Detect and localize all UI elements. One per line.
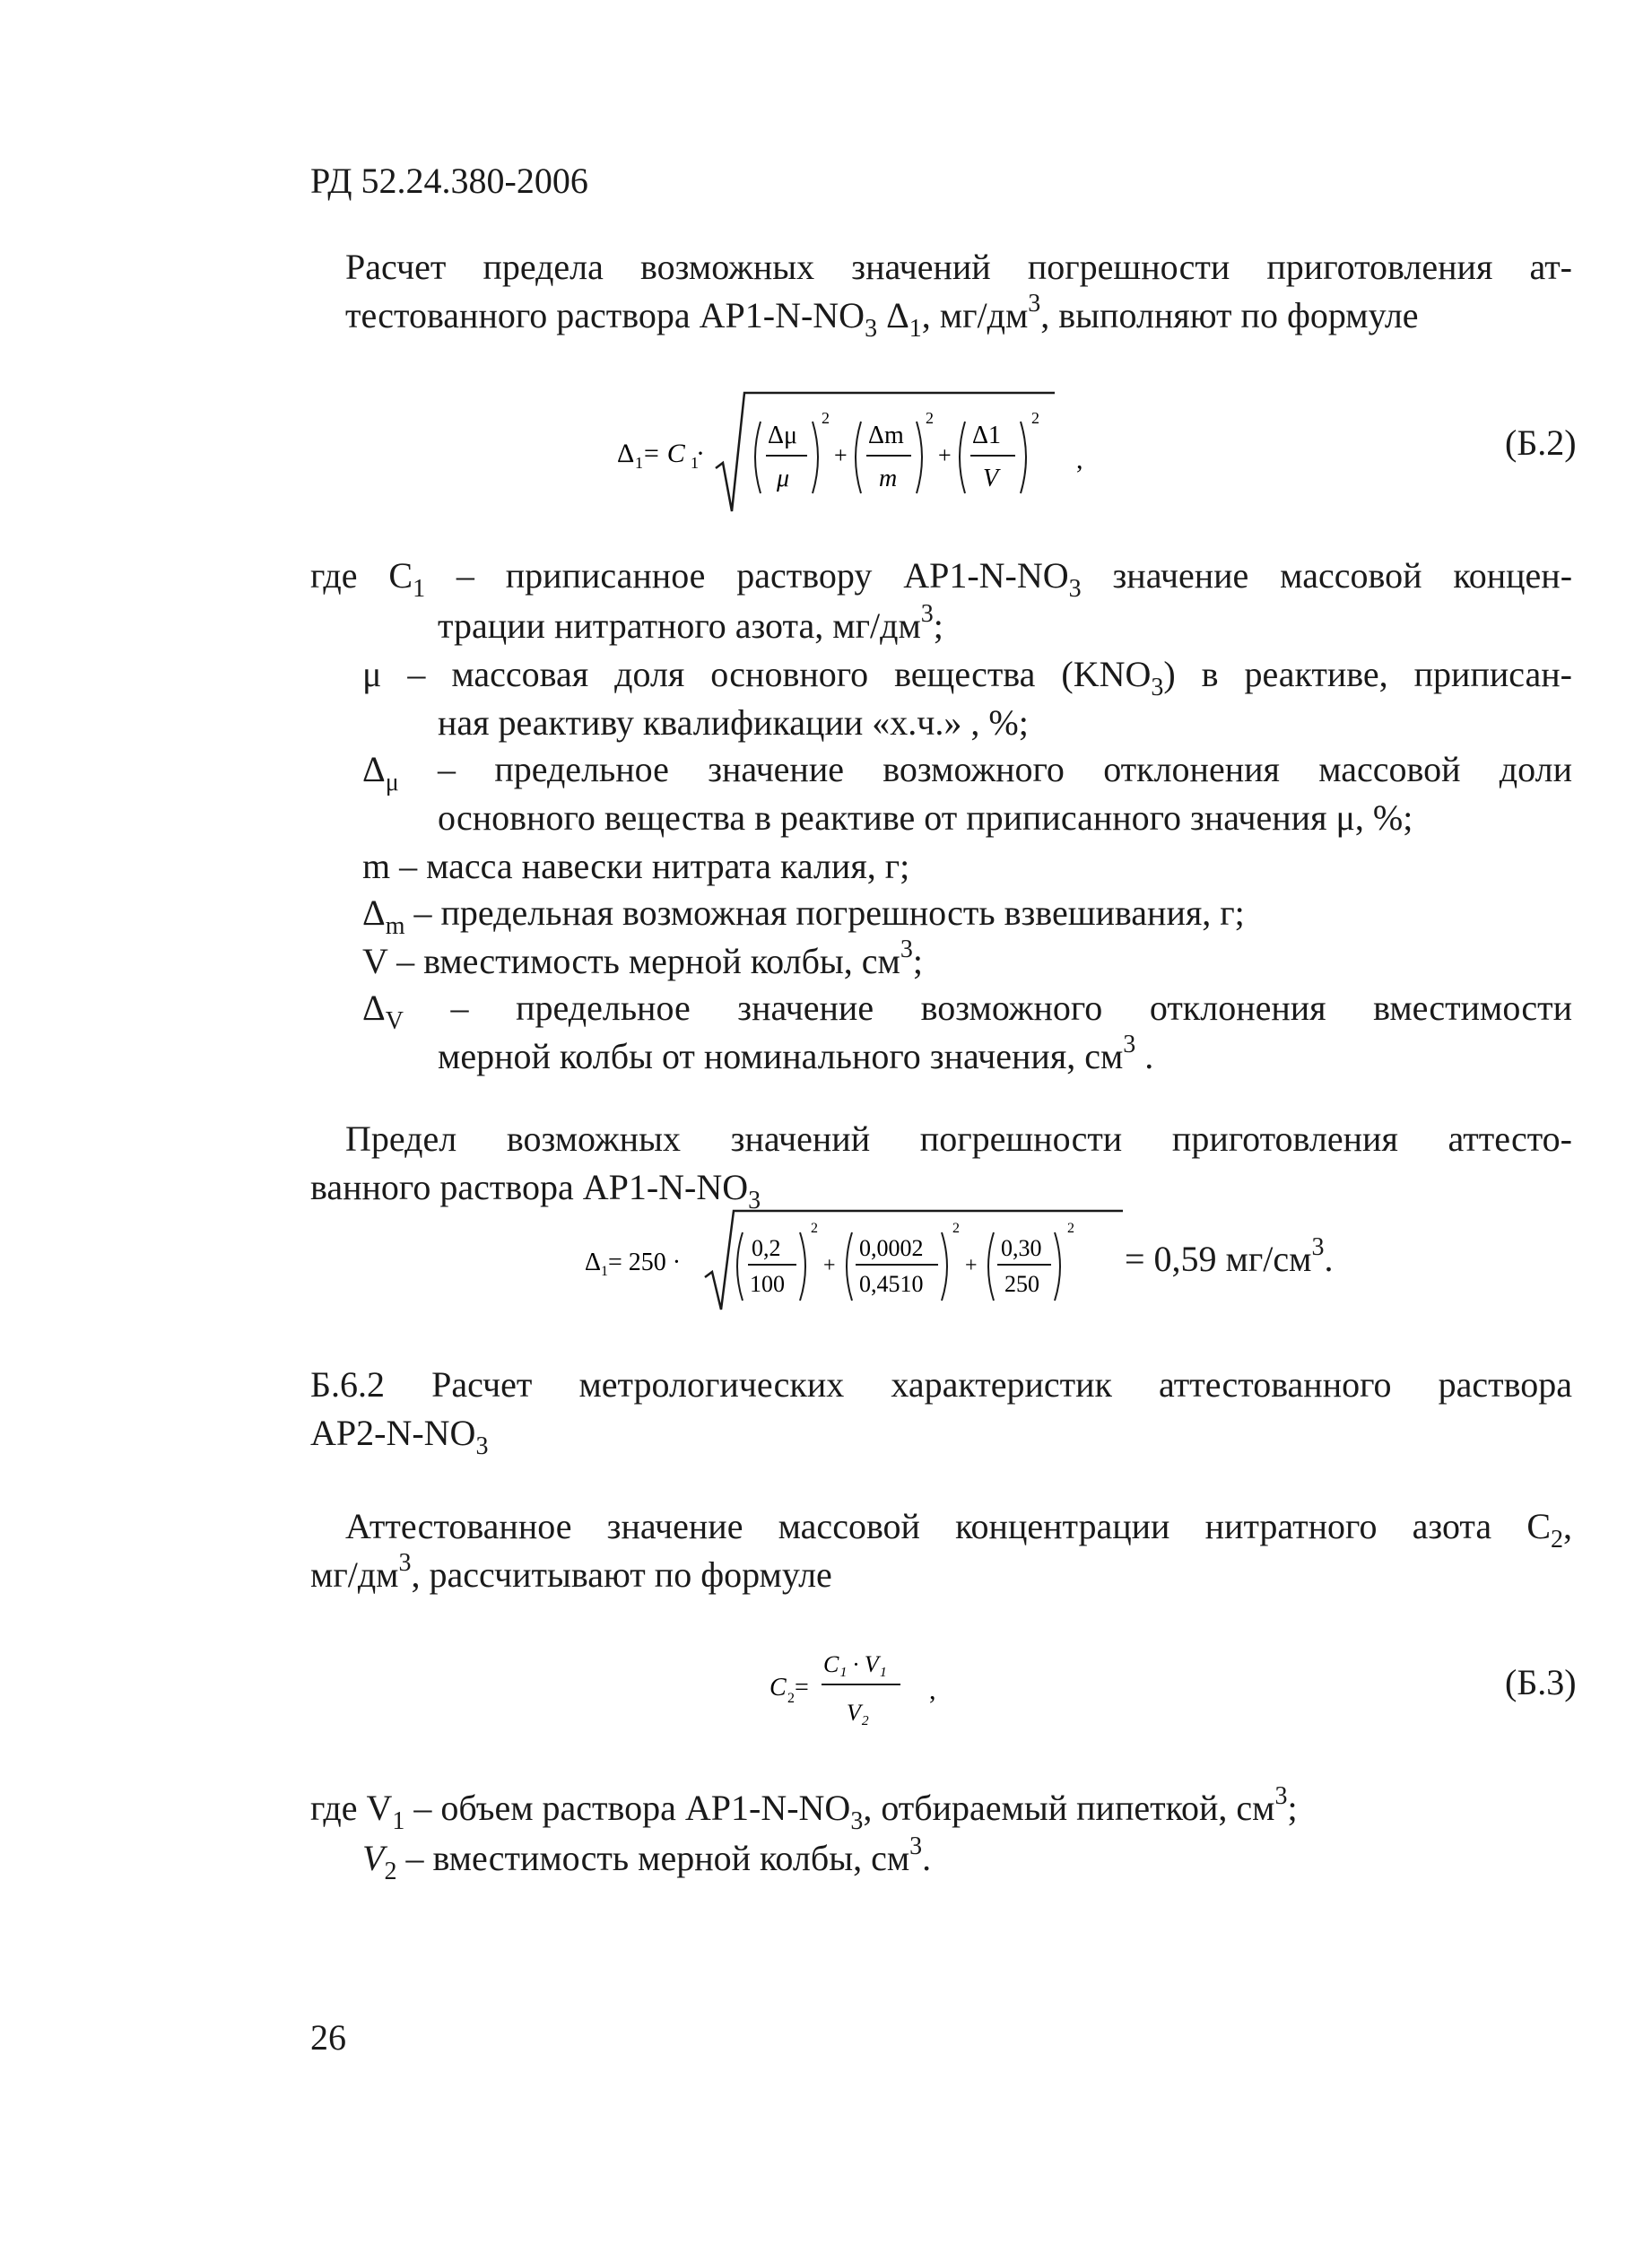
formula-calc-graphic xyxy=(585,1205,1141,1313)
paragraph-1-line-1: Расчет предела возможных значений погрешности приготовления ат- xyxy=(345,247,1572,287)
svg-text:V: V xyxy=(983,465,999,492)
paragraph-1-line-2: тестованного раствора $АР1-N-NO_3$ $\Delta_1$, $мг/дм^3$, выполняют по формуле xyxy=(345,290,1419,343)
svg-text:Δμ: Δμ xyxy=(768,422,798,449)
def-v1: где $V_1$ – объем раствора $АР1-N-NO_3$, отбираемый пипеткой, $см^3$; xyxy=(310,1782,1298,1835)
svg-text:1: 1 xyxy=(691,454,699,472)
svg-text:=: = xyxy=(795,1674,809,1702)
paragraph-2-line-1: Предел возможных значений погрешности приготовления аттесто- xyxy=(345,1118,1572,1159)
formula-b2 xyxy=(617,386,1119,520)
def-m: m – масса навески нитрата калия, г; xyxy=(362,846,910,886)
svg-text:,: , xyxy=(1076,445,1083,474)
svg-text:1: 1 xyxy=(601,1264,608,1279)
svg-text:2: 2 xyxy=(1031,409,1039,427)
formula-b3-number: (Б.3) xyxy=(1505,1662,1577,1702)
svg-text:= 250 ·: = 250 · xyxy=(608,1249,682,1276)
svg-text:V₂: V₂ xyxy=(847,1700,869,1726)
def-mu-line-1: μ – массовая доля основного вещества $(KNO_3)$ в реактиве, приписан- xyxy=(362,654,1572,701)
def-mu-line-2: ная реактиву квалификации «х.ч.» , %; xyxy=(438,702,1029,743)
formula-calculation xyxy=(585,1205,1141,1318)
paragraph-3-line-2: $мг/дм^3$, рассчитывают по формуле xyxy=(310,1549,832,1595)
svg-text:Δ1: Δ1 xyxy=(972,422,1002,449)
svg-text:Δ: Δ xyxy=(585,1249,602,1276)
svg-text:= C: = C xyxy=(642,439,685,468)
calculation-result: = 0,59 $мг/см^3$. xyxy=(1125,1233,1334,1279)
svg-text:μ: μ xyxy=(777,465,790,492)
svg-text:0,30: 0,30 xyxy=(1001,1235,1042,1261)
def-v2: $V_2$ – вместимость мерной колбы, $см^3$. xyxy=(362,1832,932,1885)
svg-text:2: 2 xyxy=(811,1221,818,1236)
sqrt-sign xyxy=(716,393,1055,511)
svg-text:250: 250 xyxy=(1004,1271,1039,1297)
svg-text:0,4510: 0,4510 xyxy=(859,1271,924,1297)
def-dv-line-1: $\Delta_V$ – предельное значение возможного отклонения вместимости xyxy=(362,988,1572,1035)
def-dmu-line-1: $\Delta_\mu$ – предельное значение возможного отклонения массовой доли xyxy=(362,749,1572,796)
document-header: РД 52.24.380-2006 xyxy=(310,161,588,201)
formula-b2-number: (Б.2) xyxy=(1505,422,1577,463)
def-dv-line-2: мерной колбы от номинального значения, $см^3$ . xyxy=(438,1031,1154,1076)
def-c1-line-1: где $C_1$ – приписанное раствору $АР1-N-NO_3$ значение массовой концен- xyxy=(310,555,1573,603)
svg-text:100: 100 xyxy=(750,1271,785,1297)
section-heading-line-2: $АР2-N-NO_3$ xyxy=(310,1413,489,1460)
svg-text:+: + xyxy=(834,442,848,468)
def-dm: $\Delta_m$ – предельная возможная погрешность взвешивания, г; xyxy=(362,892,1245,940)
svg-text:m: m xyxy=(879,465,898,492)
svg-text:2: 2 xyxy=(926,409,934,427)
formula-b3 xyxy=(769,1638,949,1741)
svg-text:Δ: Δ xyxy=(617,439,635,468)
paragraph-3-line-1: Аттестованное значение массовой концентрации нитратного азота $C_2$, xyxy=(345,1506,1572,1554)
svg-text:+: + xyxy=(938,442,952,468)
def-dmu-line-2: основного вещества в реактиве от приписанного значения μ, %; xyxy=(438,797,1413,838)
svg-text:,: , xyxy=(929,1675,936,1705)
svg-text:2: 2 xyxy=(822,409,830,427)
svg-text:·: · xyxy=(696,439,705,468)
page-number: 26 xyxy=(310,2017,346,2058)
svg-text:2: 2 xyxy=(1067,1221,1074,1236)
svg-text:Δm: Δm xyxy=(868,422,904,449)
svg-text:+: + xyxy=(823,1254,836,1277)
section-heading-line-1: Б.6.2 Расчет метрологических характеристик аттестованного раствора xyxy=(310,1364,1572,1405)
def-v: V – вместимость мерной колбы, $см^3$; xyxy=(362,936,923,981)
svg-text:0,0002: 0,0002 xyxy=(859,1235,924,1261)
svg-text:2: 2 xyxy=(952,1221,960,1236)
svg-text:0,2: 0,2 xyxy=(752,1235,781,1261)
formula-b3-graphic xyxy=(769,1638,949,1736)
paragraph-2-line-2: ванного раствора $АР1-N-NO_3$ xyxy=(310,1167,761,1214)
svg-text:C: C xyxy=(769,1674,787,1702)
formula-b2-graphic xyxy=(617,386,1119,520)
def-c1-line-2: трации нитратного азота, $мг/дм^3$; xyxy=(438,600,943,646)
svg-text:+: + xyxy=(965,1254,978,1277)
svg-text:C₁ · V₁: C₁ · V₁ xyxy=(823,1651,887,1677)
svg-text:2: 2 xyxy=(787,1691,795,1706)
svg-text:1: 1 xyxy=(635,454,643,472)
